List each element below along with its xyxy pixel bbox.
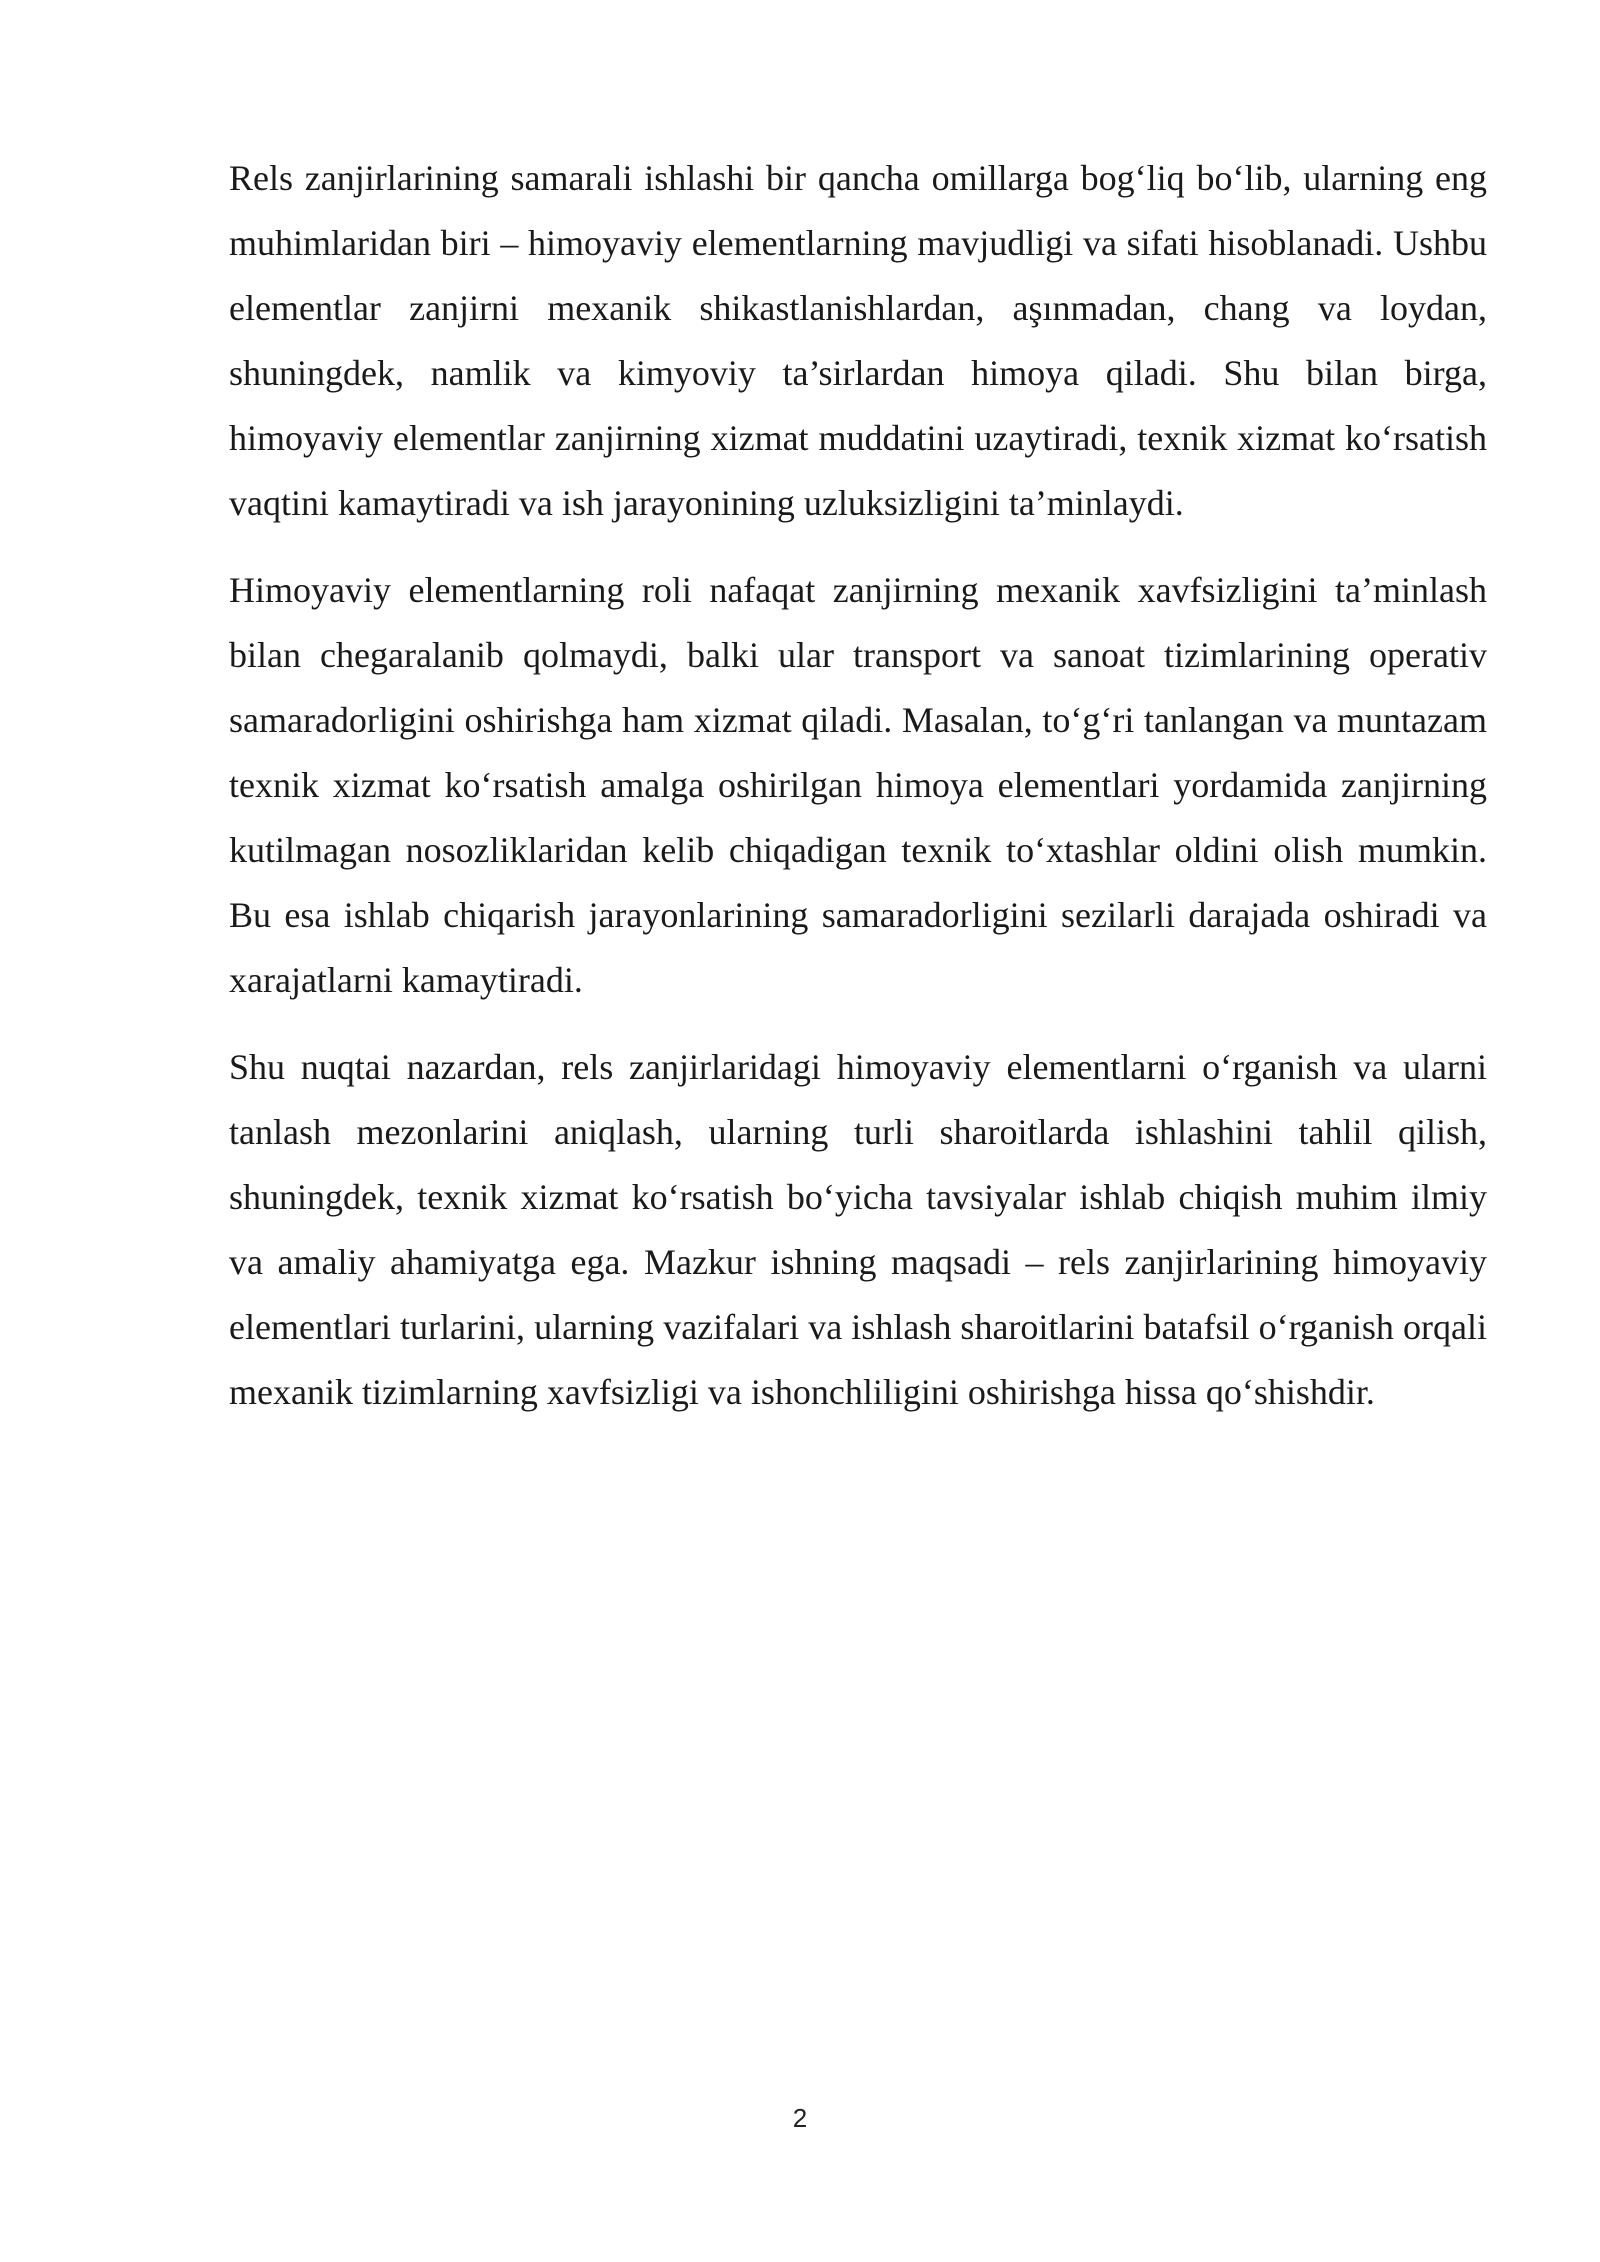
paragraph-3: Shu nuqtai nazardan, rels zanjirlaridagi himoyaviy elementlarni o‘rganish va ularni tanlash mezonlarini aniqlash, ularning turli sharoitlarda ishlashini tahlil qilish, shuningdek, texnik xizmat ko‘rsatish bo‘yicha tavsiyalar ishlab chiqish muhim ilmiy va amaliy ahamiyatga ega. Mazkur ishning maqsadi – rels zanjirlarining himoyaviy elementlari turlarini, ularning vazifalari va ishlash sharoitlarini batafsil o‘rganish orqali mexanik tizimlarning xavfsizligi va ishonchliligini oshirishga hissa qo‘shishdir. xyxy=(229,1047,1487,1412)
paragraph-1: Rels zanjirlarining samarali ishlashi bir qancha omillarga bog‘liq bo‘lib, ularning eng muhimlaridan biri – himoyaviy elementlarning mavjudligi va sifati hisoblanadi. Ushbu elementlar zanjirni mexanik shikastlanishlardan, aşınmadan, chang va loydan, shuningdek, namlik va kimyoviy ta’sirlardan himoya qiladi. Shu bilan birga, himoyaviy elementlar zanjirning xizmat muddatini uzaytiradi, texnik xizmat ko‘rsatish vaqtini kamaytiradi va ish jarayonining uzluksizligini ta’minlaydi. xyxy=(229,158,1487,523)
page-body xyxy=(229,146,1487,1447)
page-number: 2 xyxy=(792,2103,808,2133)
paragraph-2: Himoyaviy elementlarning roli nafaqat zanjirning mexanik xavfsizligini ta’minlash bilan chegaralanib qolmaydi, balki ular transport va sanoat tizimlarining operativ samaradorligini oshirishga ham xizmat qiladi. Masalan, to‘g‘ri tanlangan va muntazam texnik xizmat ko‘rsatish amalga oshirilgan himoya elementlari yordamida zanjirning kutilmagan nosozliklaridan kelib chiqadigan texnik to‘xtashlar oldini olish mumkin. Bu esa ishlab chiqarish jarayonlarining samaradorligini sezilarli darajada oshiradi va xarajatlarni kamaytiradi. xyxy=(229,570,1487,1000)
